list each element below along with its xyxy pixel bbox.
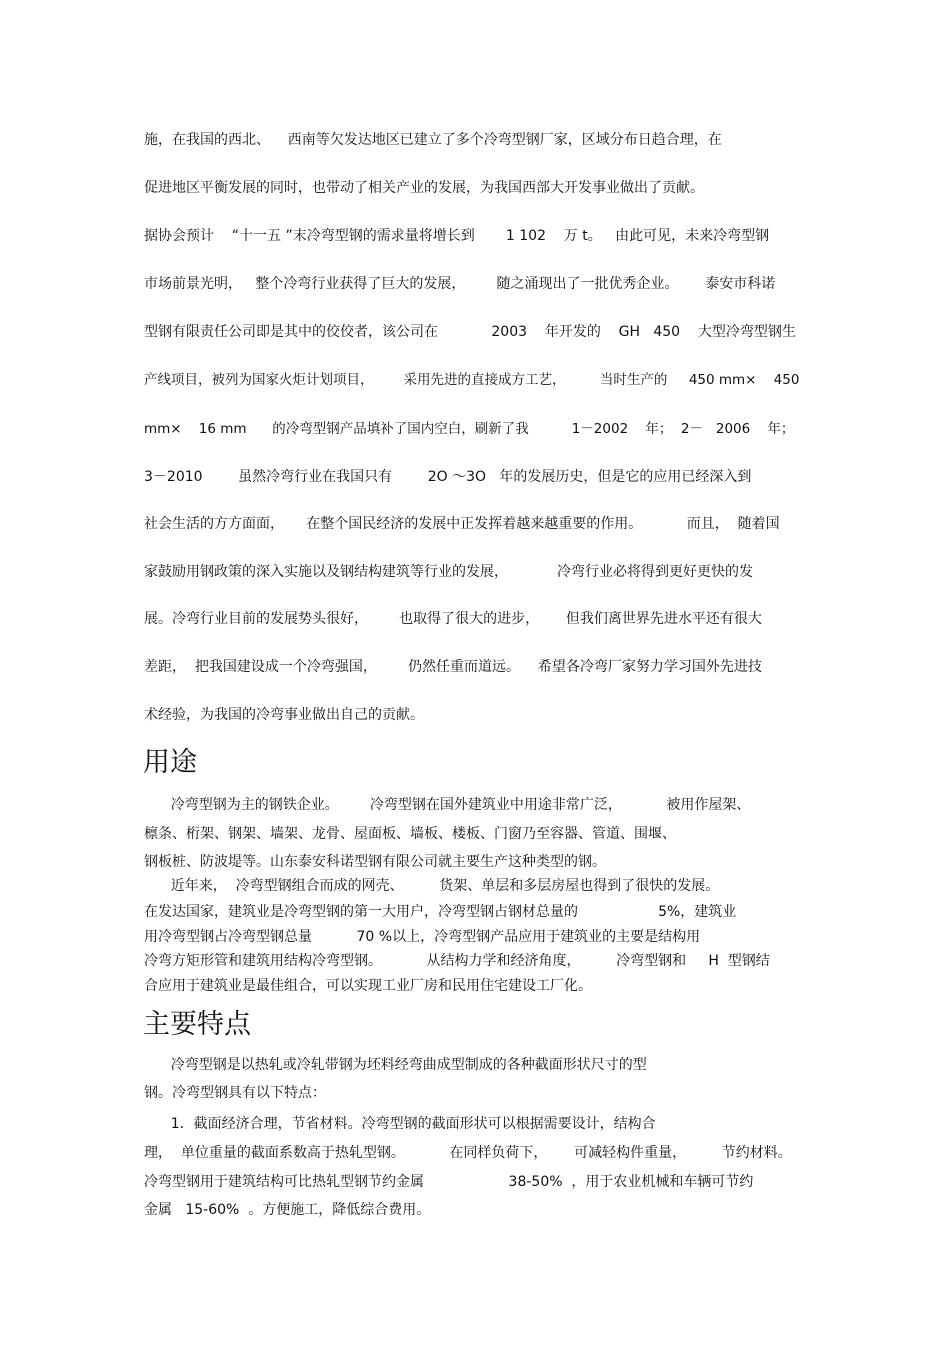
section-heading-features: 主要特点: [143, 1009, 251, 1040]
paragraph-line: 据协会预计 “十一五 ”末冷弯型钢的需求量将增长到 1 102 万 t。 由此可见，未来冷弯型钢: [144, 228, 770, 244]
paragraph-line: 市场前景光明， 整个冷弯行业获得了巨大的发展， 随之涌现出了一批优秀企业。 泰安市科诺: [144, 276, 776, 292]
paragraph-line: 冷弯型钢为主的钢铁企业。 冷弯型钢在国外建筑业中用途非常广泛， 被用作屋架、: [144, 797, 751, 813]
section-heading-usage: 用途: [143, 747, 197, 778]
paragraph-line: 钢板桩、防波堤等。山东泰安科诺型钢有限公司就主要生产这种类型的钢。: [144, 854, 606, 870]
paragraph-line: 理， 单位重量的截面系数高于热轧型钢。 在同样负荷下， 可减轻构件重量， 节约材料。: [144, 1145, 792, 1161]
paragraph-line: 社会生活的方方面面， 在整个国民经济的发展中正发挥着越来越重要的作用。 而且， 随着国: [144, 516, 780, 532]
paragraph-line: 施，在我国的西北、 西南等欠发达地区已建立了多个冷弯型钢厂家，区域分布日趋合理，在: [144, 132, 722, 148]
paragraph-line: 型钢有限责任公司即是其中的佼佼者，该公司在 2003 年开发的 GH 450 大型冷弯型钢生: [144, 324, 796, 340]
paragraph-line: 家鼓励用钢政策的深入实施以及钢结构建筑等行业的发展， 冷弯行业必将得到更好更快的发: [144, 564, 753, 580]
paragraph-line: 冷弯型钢是以热轧或冷轧带钢为坯料经弯曲成型制成的各种截面形状尺寸的型: [144, 1057, 647, 1073]
paragraph-line: 3－2010 虽然冷弯行业在我国只有 2O ～3O 年的发展历史，但是它的应用已经深入到: [144, 469, 752, 485]
paragraph-line: 钢。冷弯型钢具有以下特点：: [144, 1085, 326, 1101]
paragraph-line: 冷弯型钢用于建筑结构可比热轧型钢节约金属 38-50% ，用于农业机械和车辆可节约: [144, 1174, 754, 1190]
paragraph-line: 产线项目，被列为国家火炬计划项目， 采用先进的直接成方工艺， 当时生产的 450 mm× 450: [144, 372, 800, 388]
paragraph-line: 冷弯方矩形管和建筑用结构冷弯型钢。 从结构力学和经济角度， 冷弯型钢和 H 型钢结: [144, 953, 770, 969]
paragraph-line: 用冷弯型钢占冷弯型钢总量 70 %以上，冷弯型钢产品应用于建筑业的主要是结构用: [144, 929, 701, 945]
paragraph-line: 近年来， 冷弯型钢组合而成的网壳、 货架、单层和多层房屋也得到了很快的发展。: [144, 878, 720, 894]
paragraph-line: 促进地区平衡发展的同时，也带动了相关产业的发展，为我国西部大开发事业做出了贡献。: [144, 180, 704, 196]
paragraph-line: 1．截面经济合理，节省材料。冷弯型钢的截面形状可以根据需要设计，结构合: [144, 1116, 656, 1132]
paragraph-line: 术经验，为我国的冷弯事业做出自己的贡献。: [144, 707, 424, 723]
paragraph-line: 合应用于建筑业是最佳组合，可以实现工业厂房和民用住宅建设工厂化。: [144, 978, 592, 994]
paragraph-line: 展。冷弯行业目前的发展势头很好， 也取得了很大的进步， 但我们离世界先进水平还有很大: [144, 611, 762, 627]
paragraph-line: 檩条、桁架、钢架、墙架、龙骨、屋面板、墙板、楼板、门窗乃至容器、管道、围堰、: [144, 826, 676, 842]
paragraph-line: 差距， 把我国建设成一个冷弯强国， 仍然任重而道远。 希望各冷弯厂家努力学习国外先进技: [144, 659, 762, 675]
paragraph-line: 在发达国家，建筑业是冷弯型钢的第一大用户，冷弯型钢占钢材总量的 5%，建筑业: [144, 904, 737, 920]
paragraph-line: 金属 15-60% 。方便施工，降低综合费用。: [144, 1202, 431, 1218]
paragraph-line: mm× 16 mm 的冷弯型钢产品填补了国内空白，刷新了我 1－2002 年； 2－ 2006 年；: [144, 421, 795, 437]
